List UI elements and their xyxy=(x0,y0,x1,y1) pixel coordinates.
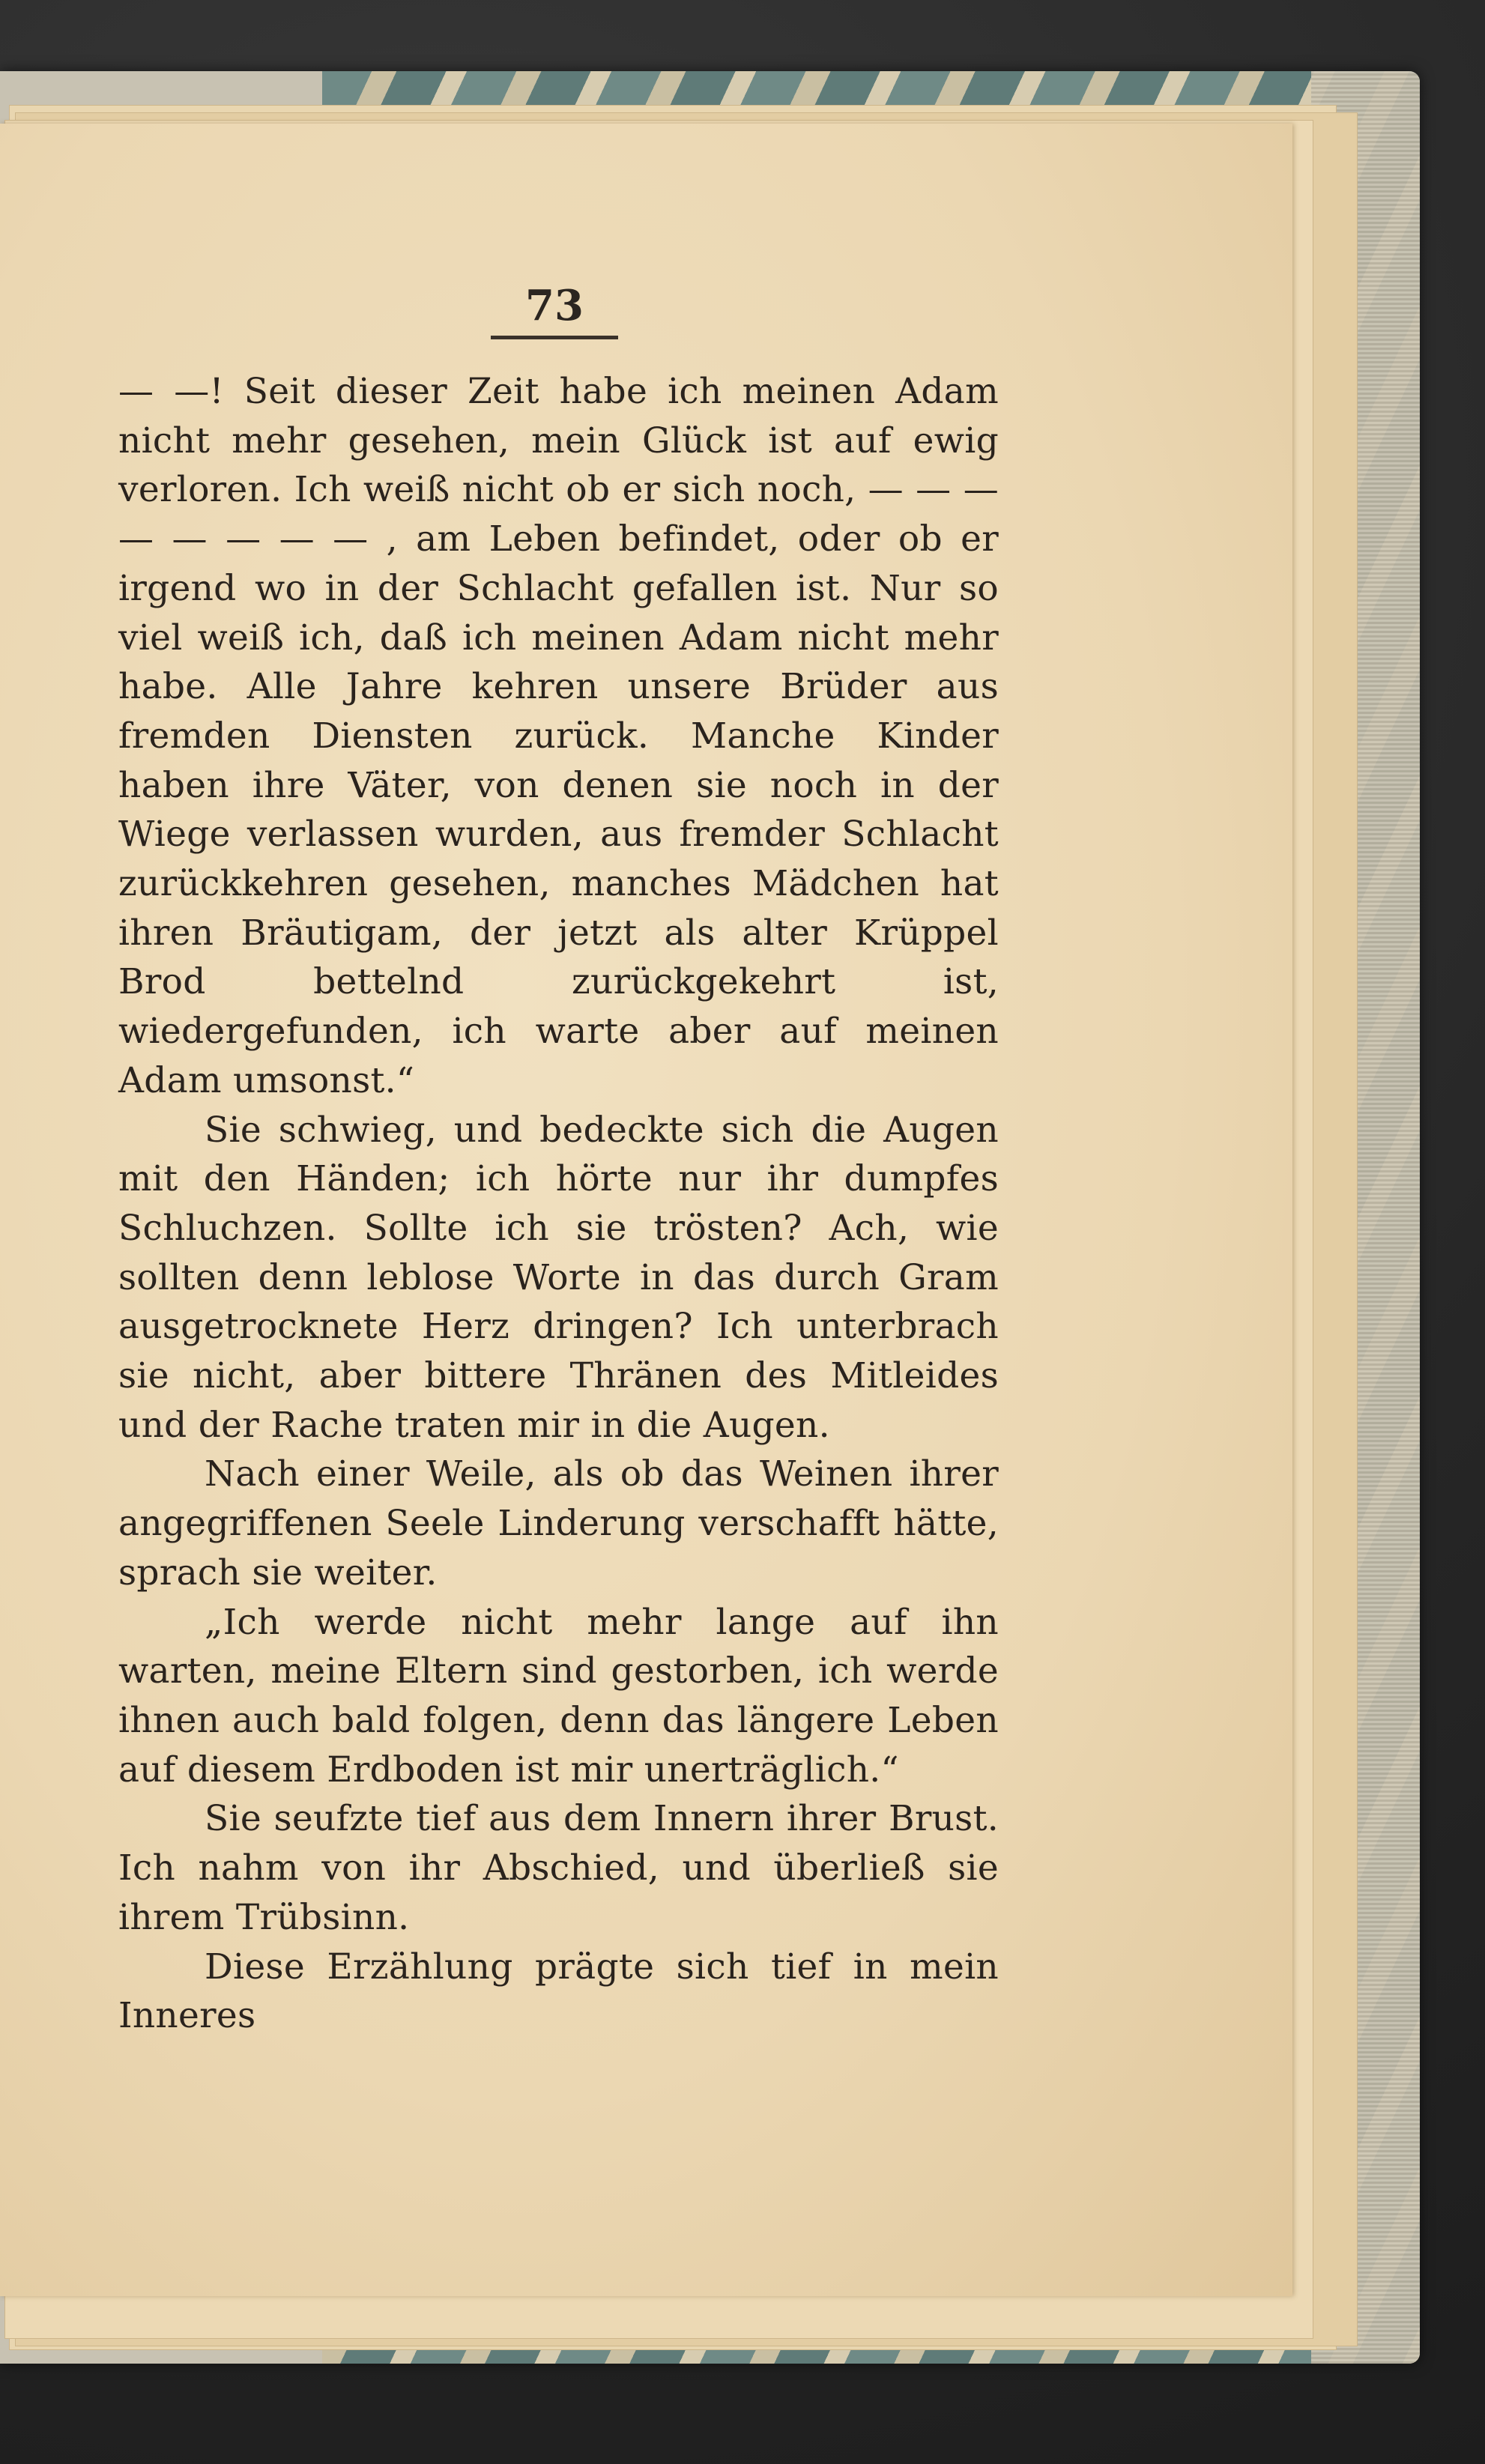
paragraph: Sie schwieg, und bedeckte sich die Augen mit den Händen; ich hörte nur ihr dumpfes Schluchzen. Sollte ich sie trösten? Ach, wie sollten denn leblose Worte in das durch Gram ausgetrocknete Herz dringen? Ich unterbrach sie nicht, aber bittere Thränen des Mitleides und der Rache traten mir in die Augen. xyxy=(118,1109,999,1446)
paragraph: „Ich werde nicht mehr lange auf ihn warten, meine Eltern sind gestorben, ich werde ihnen auch bald folgen, denn das längere Leben auf diesem Erdboden ist mir unerträglich.“ xyxy=(118,1601,999,1791)
page-number: 73 xyxy=(525,281,584,330)
paragraph: Diese Erzählung prägte sich tief in mein Inneres xyxy=(118,1946,999,2037)
paragraph: — —! Seit dieser Zeit habe ich meinen Adam nicht mehr gesehen, mein Glück ist auf ewig verloren. Ich weiß nicht ob er sich noch, — — — — — — — — , am Leben befindet, oder ob er irgend wo in der Schlacht gefallen ist. Nur so viel weiß ich, daß ich meinen Adam nicht mehr habe. Alle Jahre kehren unsere Brüder aus fremden Diensten zurück. Manche Kinder haben ihre Väter, von denen sie noch in der Wiege verlassen wurden, aus fremder Schlacht zurückkehren gesehen, manches Mädchen hat ihren Bräutigam, der jetzt als alter Krüppel Brod bettelnd zurückgekehrt ist, wiedergefunden, ich warte aber auf meinen Adam umsonst.“ xyxy=(118,371,999,1101)
body-text xyxy=(118,367,999,2041)
paragraph: Sie seufzte tief aus dem Innern ihrer Brust. Ich nahm von ihr Abschied, und überließ sie ihrem Trübsinn. xyxy=(118,1798,999,1938)
paragraph: Nach einer Weile, als ob das Weinen ihrer angegriffenen Seele Linderung verschafft hätte, sprach sie weiter. xyxy=(118,1453,999,1593)
page-number-rule xyxy=(491,336,618,339)
